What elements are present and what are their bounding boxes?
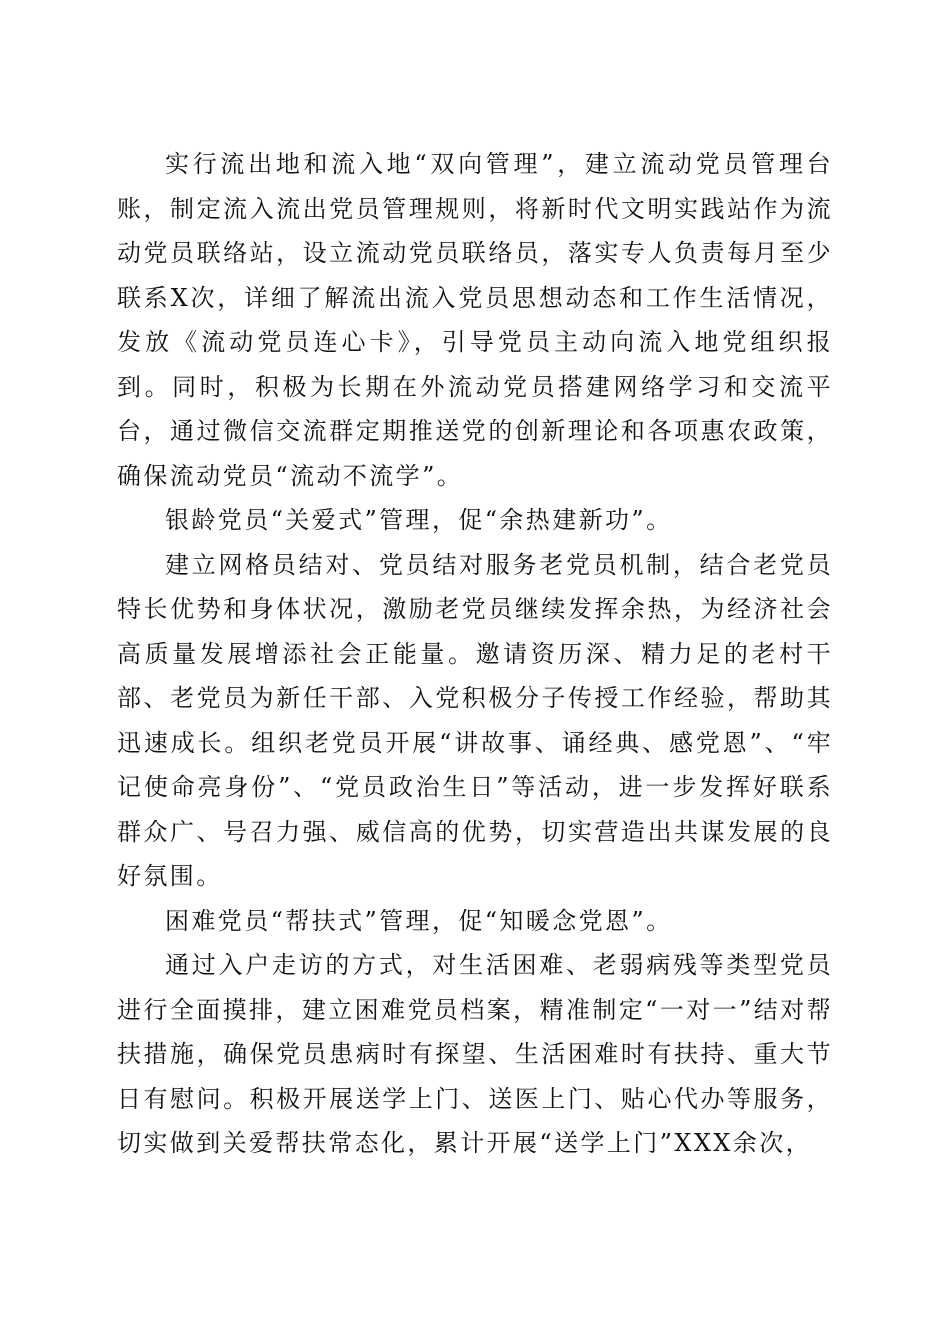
paragraph-needy-party-members: 通过入户走访的方式，对生活困难、老弱病残等类型党员进行全面摸排，建立困难党员档案，精准制定“一对一”结对帮扶措施，确保党员患病时有探望、生活困难时有扶持、重大节日有慰问。积极开展送学上门、送医上门、贴心代办等服务，切实做到关爱帮扶常态化，累计开展“送学上门”XXX余次， [117,951,833,1157]
document-body [117,142,833,1166]
heading-senior-party-members: 银龄党员“关爱式”管理，促“余热建新功”。 [165,506,673,534]
paragraph-mobile-party-members: 实行流出地和流入地“双向管理”，建立流动党员管理台账，制定流入流出党员管理规则，将新时代文明实践站作为流动党员联络站，设立流动党员联络员，落实专人负责每月至少联系X次，详细了解流出流入党员思想动态和工作生活情况，发放《流动党员连心卡》，引导党员主动向流入地党组织报到。同时，积极为长期在外流动党员搭建网络学习和交流平台，通过微信交流群定期推送党的创新理论和各项惠农政策，确保流动党员“流动不流学”。 [117,150,833,490]
heading-needy-party-members: 困难党员“帮扶式”管理，促“知暖念党恩”。 [165,906,673,935]
paragraph-senior-party-members: 建立网格员结对、党员结对服务老党员机制，结合老党员特长优势和身体状况，激励老党员继续发挥余热，为经济社会高质量发展增添社会正能量。邀请资历深、精力足的老村干部、老党员为新任干部、入党积极分子传授工作经验，帮助其迅速成长。组织老党员开展“讲故事、诵经典、感党恩”、“牢记使命亮身份”、“党员政治生日”等活动，进一步发挥好联系群众广、号召力强、威信高的优势，切实营造出共谋发展的良好氛围。 [117,550,833,890]
